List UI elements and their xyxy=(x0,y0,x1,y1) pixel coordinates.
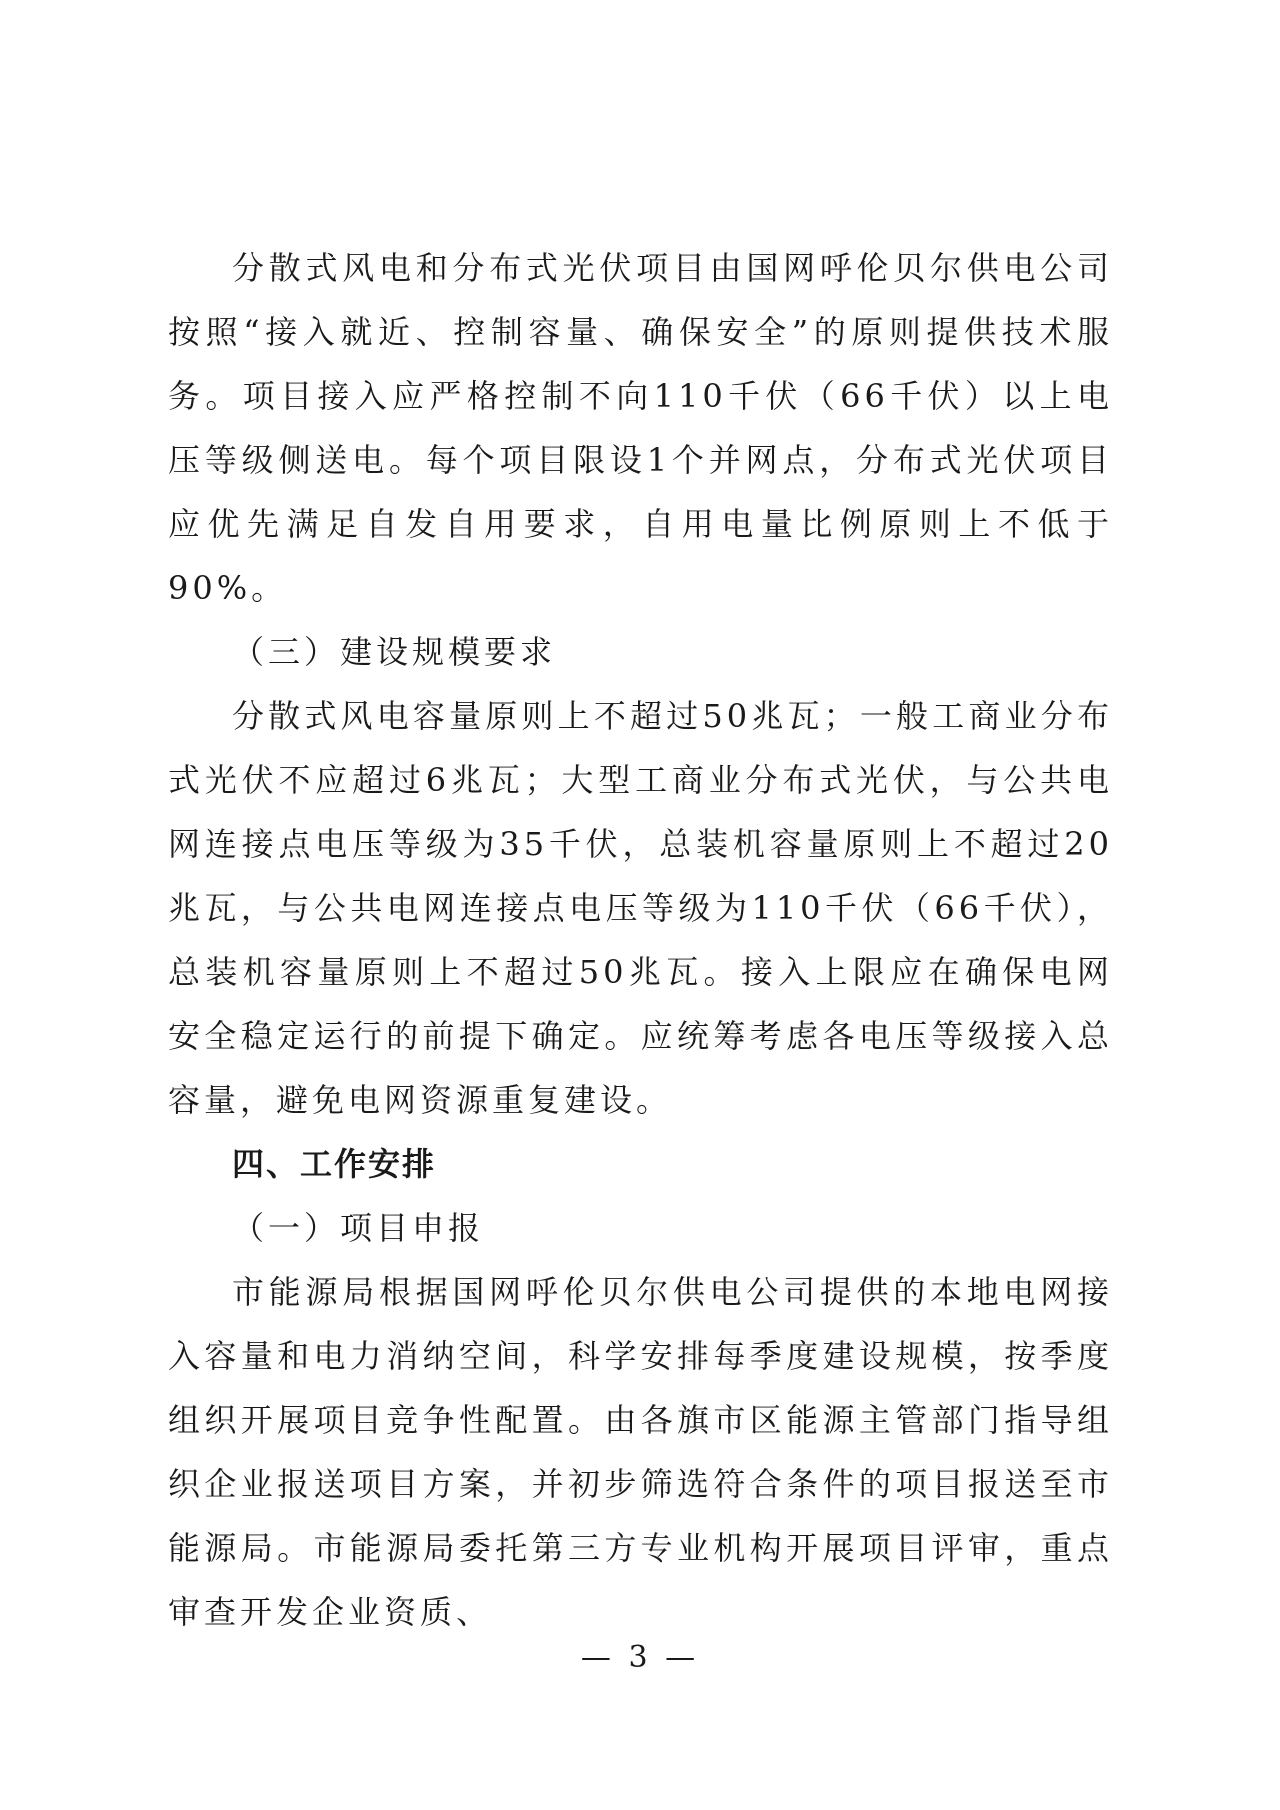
subheading-project-application: （一）项目申报 xyxy=(232,1209,485,1247)
section-heading-work-arrangement: 四、工作安排 xyxy=(232,1145,437,1183)
document-body xyxy=(168,236,1113,1644)
subheading-construction-scale: （三）建设规模要求 xyxy=(232,633,557,671)
paragraph-project-application: 市能源局根据国网呼伦贝尔供电公司提供的本地电网接入容量和电力消纳空间，科学安排每季度建设规模，按季度组织开展项目竞争性配置。由各旗市区能源主管部门指导组织企业报送项目方案，并初步筛选符合条件的项目报送至市能源局。市能源局委托第三方专业机构开展项目评审，重点审查开发企业资质、 xyxy=(168,1273,1113,1631)
page-number: — 3 — xyxy=(580,1640,700,1675)
paragraph-construction-scale: 分散式风电容量原则上不超过50兆瓦；一般工商业分布式光伏不应超过6兆瓦；大型工商业分布式光伏，与公共电网连接点电压等级为35千伏，总装机容量原则上不超过20兆瓦，与公共电网连接点电压等级为110千伏（66千伏），总装机容量原则上不超过50兆瓦。接入上限应在确保电网安全稳定运行的前提下确定。应统筹考虑各电压等级接入总容量，避免电网资源重复建设。 xyxy=(168,697,1113,1119)
paragraph-grid-connection: 分散式风电和分布式光伏项目由国网呼伦贝尔供电公司按照“接入就近、控制容量、确保安全”的原则提供技术服务。项目接入应严格控制不向110千伏（66千伏）以上电压等级侧送电。每个项目限设1个并网点，分布式光伏项目应优先满足自发自用要求，自用电量比例原则上不低于90%。 xyxy=(168,249,1113,607)
